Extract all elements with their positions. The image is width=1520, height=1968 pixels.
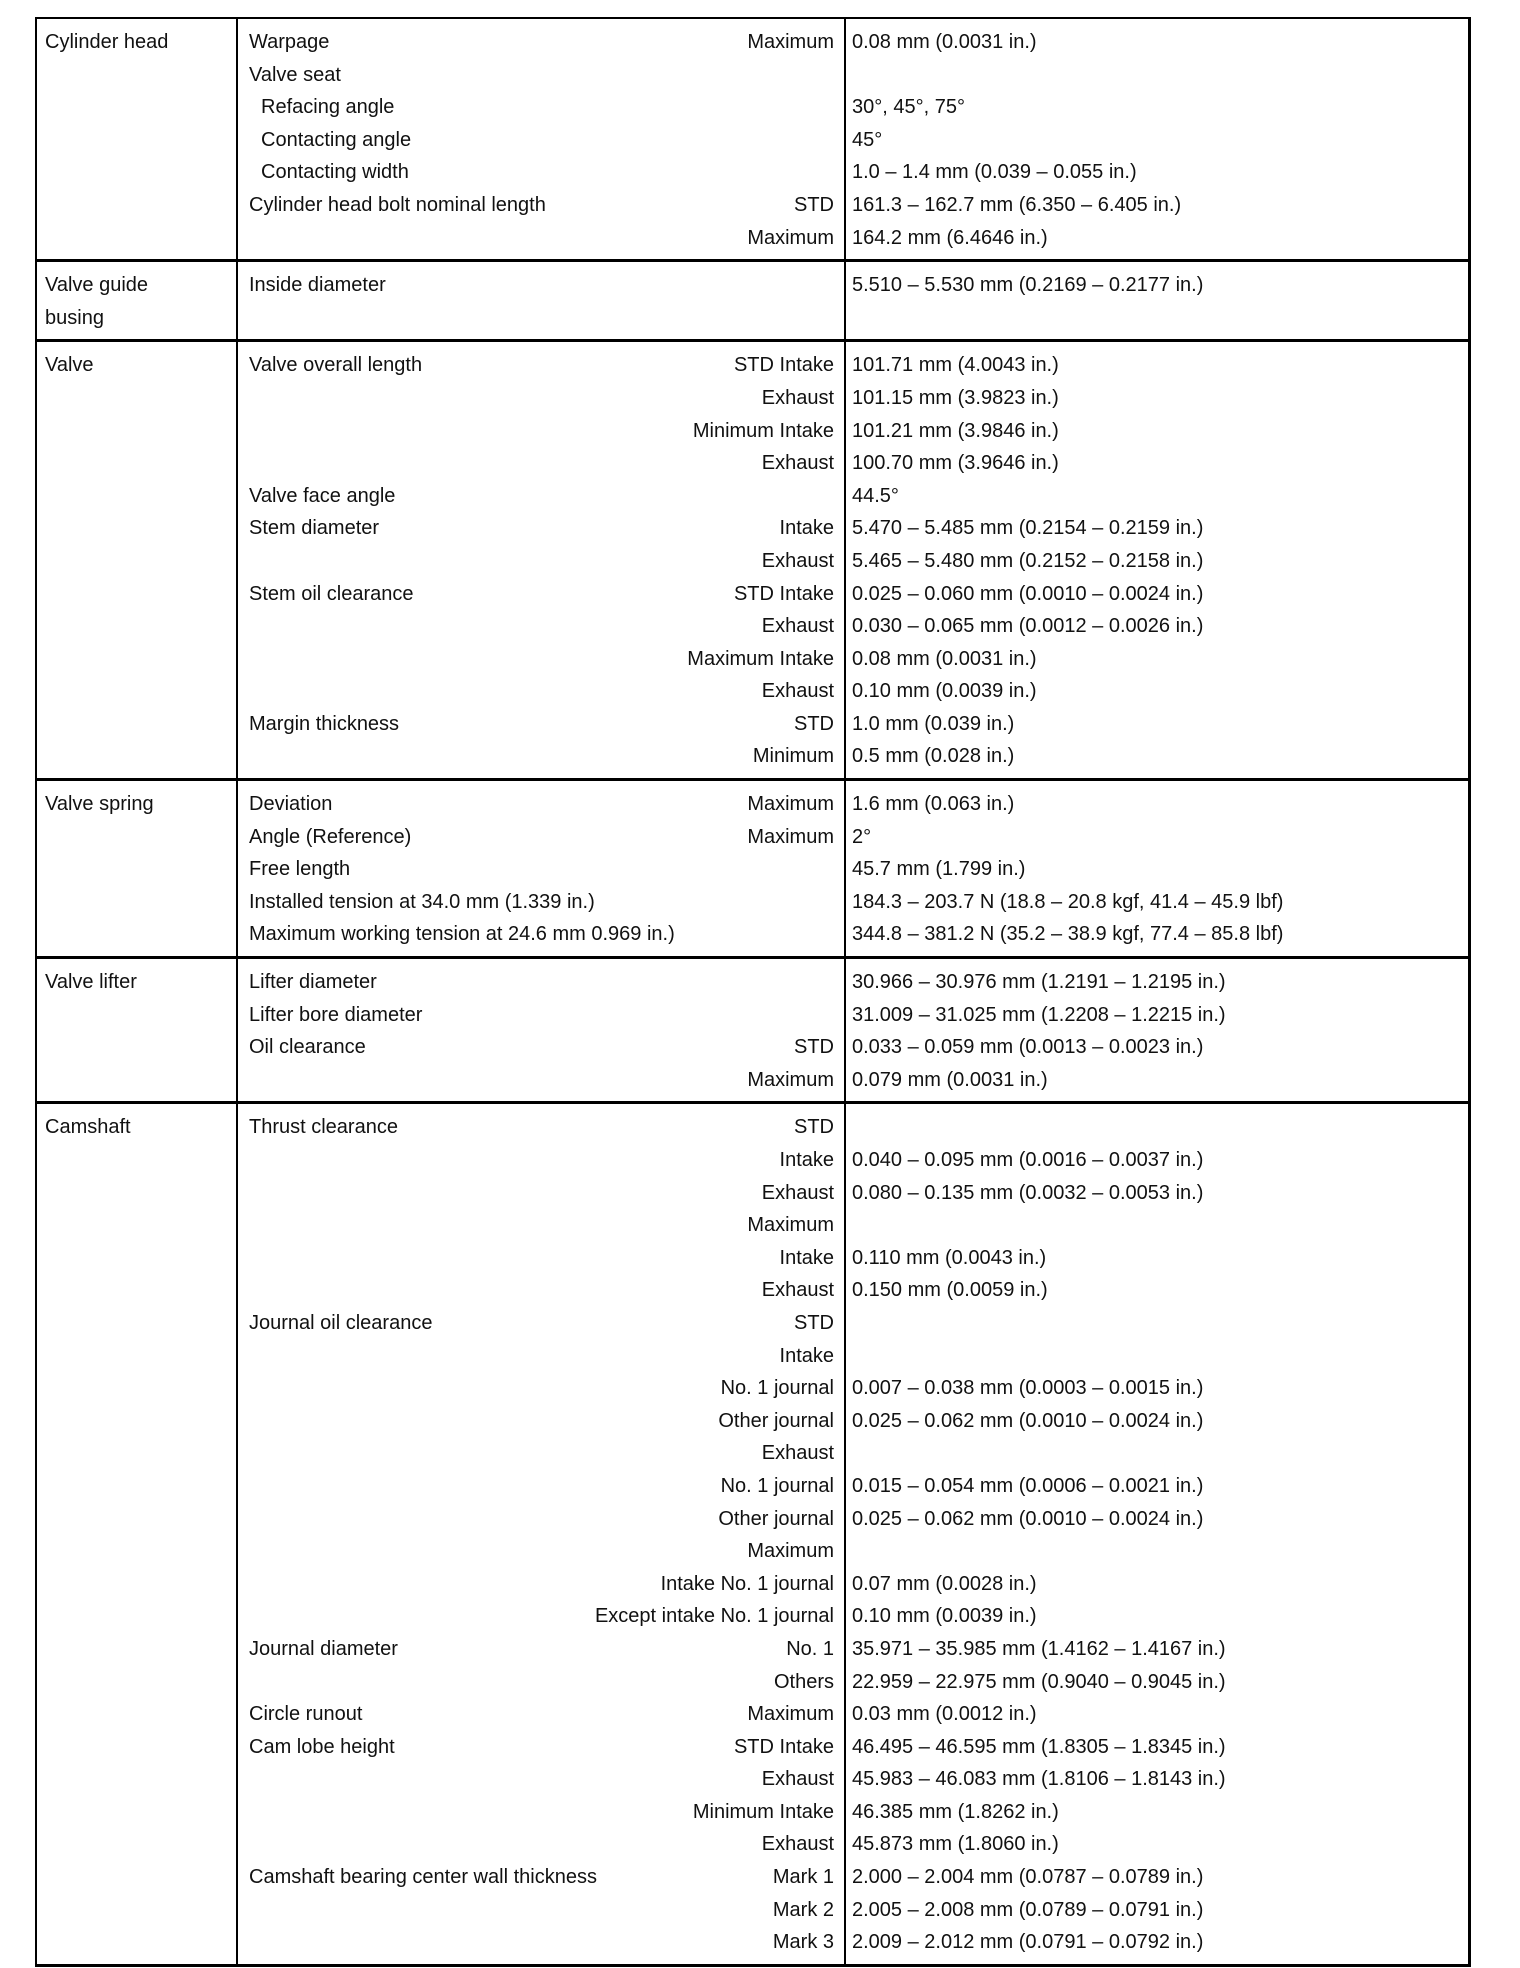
item-label: Lifter diameter — [249, 971, 377, 994]
item-label: Stem oil clearance — [249, 582, 414, 605]
spec-item-row — [249, 545, 834, 578]
item-qualifier: Exhaust — [761, 1442, 834, 1465]
spec-item-row — [249, 1437, 834, 1470]
component-cell — [37, 959, 238, 1101]
spec-value: 0.007 – 0.038 mm (0.0003 – 0.0015 in.) — [852, 1377, 1204, 1400]
item-qualifier: Mark 3 — [772, 1931, 834, 1954]
item-qualifier: Maximum — [747, 1214, 834, 1237]
item-qualifier: Exhaust — [761, 615, 834, 638]
spec-item-row — [249, 302, 834, 335]
spec-value: 30.966 – 30.976 mm (1.2191 – 1.2195 in.) — [852, 971, 1226, 994]
spec-item-row — [249, 480, 834, 513]
spec-value: 1.6 mm (0.063 in.) — [852, 793, 1015, 816]
item-qualifier: STD Intake — [733, 354, 834, 377]
item-label: Contacting width — [261, 161, 409, 184]
item-label: Cylinder head bolt nominal length — [249, 193, 546, 216]
spec-item-row — [249, 1568, 834, 1601]
spec-value: 45.7 mm (1.799 in.) — [852, 858, 1026, 881]
item-qualifier: Intake — [779, 1246, 834, 1269]
component-name: Cylinder head — [45, 31, 169, 53]
spec-item-row — [249, 59, 834, 92]
spec-value: 2.009 – 2.012 mm (0.0791 – 0.0792 in.) — [852, 1931, 1204, 1954]
component-cell — [37, 1104, 238, 1963]
spec-item-row — [249, 269, 834, 302]
value-cell — [846, 19, 1468, 259]
value-cell — [846, 262, 1468, 339]
item-qualifier: STD — [794, 193, 834, 216]
spec-item-row — [249, 821, 834, 854]
spec-item-row — [249, 1698, 834, 1731]
item-qualifier: STD — [794, 1311, 834, 1334]
component-name: busing — [45, 306, 104, 329]
spec-value — [852, 1209, 1468, 1242]
spec-value — [852, 1535, 1468, 1568]
item-qualifier: Maximum — [747, 1068, 834, 1091]
spec-value: 0.040 – 0.095 mm (0.0016 – 0.0037 in.) — [852, 1149, 1204, 1171]
item-label: Journal diameter — [249, 1637, 398, 1660]
item-label: Circle runout — [249, 1703, 363, 1726]
item-qualifier: STD — [794, 712, 834, 735]
item-cell — [238, 959, 846, 1101]
spec-value: 0.025 – 0.060 mm (0.0010 – 0.0024 in.) — [852, 582, 1204, 605]
spec-value: 45° — [852, 128, 883, 151]
item-label: Lifter bore diameter — [249, 1003, 423, 1026]
spec-value: 35.971 – 35.985 mm (1.4162 – 1.4167 in.) — [852, 1637, 1226, 1660]
spec-section — [37, 339, 1468, 778]
spec-value: 0.110 mm (0.0043 in.) — [852, 1246, 1047, 1269]
component-name: Valve spring — [45, 793, 154, 816]
spec-item-row — [249, 415, 834, 448]
spec-item-row — [249, 124, 834, 157]
spec-value: 161.3 – 162.7 mm (6.350 – 6.405 in.) — [852, 193, 1182, 216]
spec-value: 31.009 – 31.025 mm (1.2208 – 1.2215 in.) — [852, 1003, 1226, 1026]
item-qualifier: Minimum Intake — [692, 419, 834, 442]
item-qualifier: Exhaust — [761, 1181, 834, 1204]
value-cell — [846, 1104, 1468, 1963]
spec-item-row — [249, 1177, 834, 1210]
spec-item-row — [249, 1731, 834, 1764]
spec-item-row — [249, 675, 834, 708]
spec-section — [37, 259, 1468, 339]
spec-value: 184.3 – 203.7 N (18.8 – 20.8 kgf, 41.4 – 45.9 lbf) — [852, 890, 1284, 913]
item-label: Angle (Reference) — [249, 825, 412, 848]
item-qualifier: Maximum — [747, 1540, 834, 1563]
item-label: Camshaft bearing center wall thickness — [249, 1866, 597, 1889]
item-qualifier: Other journal — [718, 1507, 834, 1530]
spec-value: 2.000 – 2.004 mm (0.0787 – 0.0789 in.) — [852, 1866, 1204, 1889]
item-label: Inside diameter — [249, 274, 386, 297]
spec-value: 100.70 mm (3.9646 in.) — [852, 452, 1059, 475]
item-qualifier: STD Intake — [733, 582, 834, 605]
spec-value: 101.21 mm (3.9846 in.) — [852, 419, 1059, 442]
spec-item-row — [249, 853, 834, 886]
spec-value — [852, 1437, 1468, 1470]
spec-item-row — [249, 382, 834, 415]
item-qualifier: Mark 1 — [772, 1866, 834, 1889]
item-qualifier: Exhaust — [761, 452, 834, 475]
item-qualifier: Minimum Intake — [692, 1800, 834, 1823]
item-qualifier: Minimum — [752, 745, 834, 768]
item-label: Valve overall length — [249, 354, 423, 377]
spec-item-row — [249, 1828, 834, 1861]
item-label: Valve seat — [249, 63, 341, 86]
value-cell — [846, 781, 1468, 956]
spec-section — [37, 956, 1468, 1101]
spec-item-row — [249, 1894, 834, 1927]
item-label: Valve face angle — [249, 484, 396, 507]
spec-item-row — [249, 1242, 834, 1275]
spec-item-row — [249, 1111, 834, 1144]
item-qualifier: STD — [794, 1116, 834, 1139]
spec-item-row — [249, 349, 834, 382]
item-qualifier: Except intake No. 1 journal — [594, 1605, 834, 1628]
item-qualifier: Exhaust — [761, 549, 834, 572]
spec-value: 0.033 – 0.059 mm (0.0013 – 0.0023 in.) — [852, 1036, 1204, 1059]
item-qualifier: Exhaust — [761, 1279, 834, 1302]
spec-value: 5.470 – 5.485 mm (0.2154 – 0.2159 in.) — [852, 517, 1204, 540]
spec-value — [852, 1340, 1468, 1373]
spec-item-row — [249, 91, 834, 124]
component-cell — [37, 19, 238, 259]
item-qualifier: Exhaust — [761, 680, 834, 703]
spec-value — [852, 1111, 1468, 1144]
item-qualifier: Maximum — [747, 31, 834, 53]
spec-item-row — [249, 788, 834, 821]
item-cell — [238, 19, 846, 259]
spec-value: 0.150 mm (0.0059 in.) — [852, 1279, 1048, 1302]
component-name: Valve — [45, 354, 94, 377]
spec-value — [852, 302, 1468, 335]
spec-item-row — [249, 740, 834, 773]
item-qualifier: Exhaust — [761, 386, 834, 409]
spec-value: 0.025 – 0.062 mm (0.0010 – 0.0024 in.) — [852, 1409, 1204, 1432]
item-qualifier: Intake — [779, 517, 834, 540]
item-label: Warpage — [249, 31, 330, 53]
item-cell — [238, 262, 846, 339]
spec-table — [35, 17, 1471, 1967]
spec-item-row — [249, 1796, 834, 1829]
item-label: Contacting angle — [261, 128, 412, 151]
spec-item-row — [249, 610, 834, 643]
spec-item-row — [249, 1666, 834, 1699]
item-qualifier: Exhaust — [761, 1768, 834, 1791]
spec-value: 0.5 mm (0.028 in.) — [852, 745, 1015, 768]
item-label: Oil clearance — [249, 1036, 366, 1059]
spec-value: 1.0 – 1.4 mm (0.039 – 0.055 in.) — [852, 161, 1137, 184]
component-cell — [37, 342, 238, 778]
spec-item-row — [249, 1763, 834, 1796]
spec-item-row — [249, 578, 834, 611]
spec-item-row — [249, 1064, 834, 1097]
item-qualifier: STD — [794, 1036, 834, 1059]
spec-value: 30°, 45°, 75° — [852, 96, 965, 119]
spec-item-row — [249, 1405, 834, 1438]
item-label: Installed tension at 34.0 mm (1.339 in.) — [249, 890, 595, 913]
item-cell — [238, 781, 846, 956]
item-label: Cam lobe height — [249, 1735, 395, 1758]
spec-item-row — [249, 1503, 834, 1536]
item-qualifier: Intake No. 1 journal — [660, 1572, 834, 1595]
spec-item-row — [249, 1372, 834, 1405]
item-qualifier: Intake — [779, 1149, 834, 1171]
component-name: Valve guide — [45, 274, 149, 297]
spec-item-row — [249, 708, 834, 741]
item-qualifier: No. 1 journal — [720, 1377, 834, 1400]
spec-value: 45.983 – 46.083 mm (1.8106 – 1.8143 in.) — [852, 1768, 1226, 1791]
spec-value: 0.080 – 0.135 mm (0.0032 – 0.0053 in.) — [852, 1181, 1204, 1204]
spec-value: 101.71 mm (4.0043 in.) — [852, 354, 1059, 377]
item-label: Maximum working tension at 24.6 mm 0.969 in.) — [249, 923, 675, 946]
spec-value — [852, 1307, 1468, 1340]
item-label: Stem diameter — [249, 517, 380, 540]
spec-item-row — [249, 1144, 834, 1177]
item-qualifier: Maximum Intake — [687, 647, 834, 670]
item-qualifier: Mark 2 — [772, 1898, 834, 1921]
spec-value: 2° — [852, 825, 872, 848]
spec-value: 0.015 – 0.054 mm (0.0006 – 0.0021 in.) — [852, 1474, 1204, 1497]
spec-value: 44.5° — [852, 484, 899, 507]
spec-item-row — [249, 1340, 834, 1373]
spec-item-row — [249, 1861, 834, 1894]
spec-item-row — [249, 1470, 834, 1503]
spec-item-row — [249, 1926, 834, 1959]
spec-value: 2.005 – 2.008 mm (0.0789 – 0.0791 in.) — [852, 1898, 1204, 1921]
spec-item-row — [249, 512, 834, 545]
spec-value: 0.08 mm (0.0031 in.) — [852, 31, 1037, 53]
spec-value: 46.495 – 46.595 mm (1.8305 – 1.8345 in.) — [852, 1735, 1226, 1758]
spec-value: 164.2 mm (6.4646 in.) — [852, 226, 1048, 249]
item-qualifier: No. 1 journal — [720, 1474, 834, 1497]
spec-item-row — [249, 1535, 834, 1568]
spec-item-row — [249, 1307, 834, 1340]
spec-value — [852, 59, 1468, 92]
spec-value: 0.025 – 0.062 mm (0.0010 – 0.0024 in.) — [852, 1507, 1204, 1530]
spec-item-row — [249, 966, 834, 999]
spec-value: 5.465 – 5.480 mm (0.2152 – 0.2158 in.) — [852, 549, 1204, 572]
spec-value: 1.0 mm (0.039 in.) — [852, 712, 1015, 735]
item-cell — [238, 1104, 846, 1963]
item-label: Thrust clearance — [249, 1116, 398, 1139]
item-qualifier: No. 1 — [786, 1637, 834, 1660]
spec-value: 0.10 mm (0.0039 in.) — [852, 680, 1037, 703]
spec-item-row — [249, 156, 834, 189]
item-qualifier: Exhaust — [761, 1833, 834, 1856]
spec-item-row — [249, 26, 834, 59]
spec-item-row — [249, 1274, 834, 1307]
spec-item-row — [249, 1031, 834, 1064]
spec-value: 5.510 – 5.530 mm (0.2169 – 0.2177 in.) — [852, 274, 1204, 297]
item-qualifier: Maximum — [747, 793, 834, 816]
spec-value: 0.03 mm (0.0012 in.) — [852, 1703, 1037, 1726]
spec-value: 0.079 mm (0.0031 in.) — [852, 1068, 1048, 1091]
item-label: Margin thickness — [249, 712, 400, 735]
item-qualifier: Maximum — [747, 1703, 834, 1726]
spec-item-row — [249, 918, 834, 951]
value-cell — [846, 342, 1468, 778]
value-cell — [846, 959, 1468, 1101]
spec-item-row — [249, 643, 834, 676]
spec-value: 101.15 mm (3.9823 in.) — [852, 386, 1059, 409]
spec-section — [37, 778, 1468, 956]
item-qualifier: Other journal — [718, 1409, 834, 1432]
spec-value: 344.8 – 381.2 N (35.2 – 38.9 kgf, 77.4 – 85.8 lbf) — [852, 923, 1284, 946]
spec-item-row — [249, 1209, 834, 1242]
spec-section — [37, 1101, 1468, 1963]
item-qualifier: Intake — [779, 1344, 834, 1367]
component-cell — [37, 262, 238, 339]
spec-item-row — [249, 222, 834, 255]
spec-value: 0.030 – 0.065 mm (0.0012 – 0.0026 in.) — [852, 615, 1204, 638]
component-name: Camshaft — [45, 1116, 131, 1139]
spec-item-row — [249, 999, 834, 1032]
component-name: Valve lifter — [45, 971, 137, 994]
spec-value: 0.07 mm (0.0028 in.) — [852, 1572, 1037, 1595]
spec-item-row — [249, 447, 834, 480]
item-label: Journal oil clearance — [249, 1311, 433, 1334]
item-label: Deviation — [249, 793, 333, 816]
item-cell — [238, 342, 846, 778]
item-qualifier: Maximum — [747, 226, 834, 249]
spec-value: 46.385 mm (1.8262 in.) — [852, 1800, 1059, 1823]
item-label: Free length — [249, 858, 351, 881]
item-label: Refacing angle — [261, 96, 395, 119]
item-qualifier: Others — [773, 1670, 834, 1693]
spec-value: 45.873 mm (1.8060 in.) — [852, 1833, 1059, 1856]
spec-value: 0.08 mm (0.0031 in.) — [852, 647, 1037, 670]
spec-item-row — [249, 886, 834, 919]
item-qualifier: STD Intake — [733, 1735, 834, 1758]
spec-item-row — [249, 1633, 834, 1666]
spec-value: 0.10 mm (0.0039 in.) — [852, 1605, 1037, 1628]
component-cell — [37, 781, 238, 956]
spec-value: 22.959 – 22.975 mm (0.9040 – 0.9045 in.) — [852, 1670, 1226, 1693]
spec-section — [37, 19, 1468, 259]
spec-item-row — [249, 189, 834, 222]
spec-item-row — [249, 1600, 834, 1633]
item-qualifier: Maximum — [747, 825, 834, 848]
